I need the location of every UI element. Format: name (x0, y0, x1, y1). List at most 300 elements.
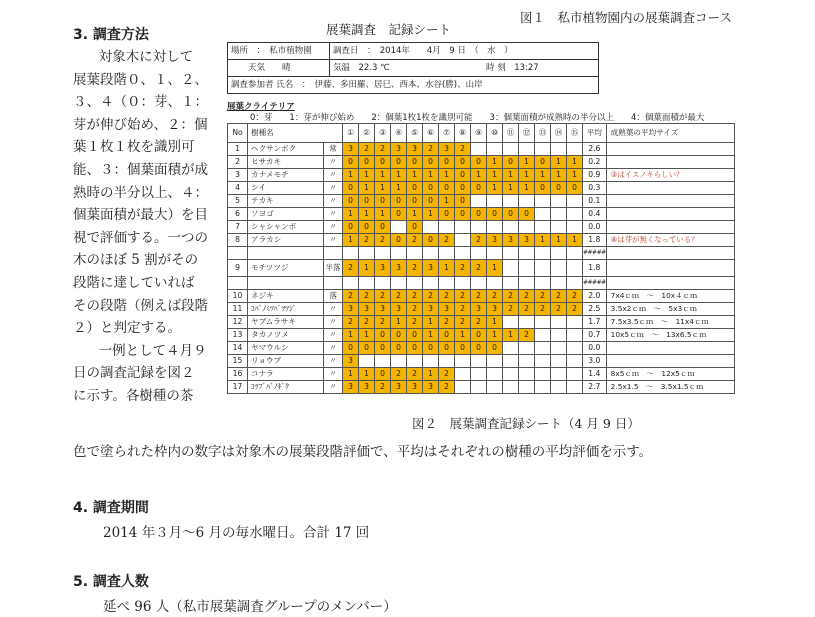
row-size: 7x4ｃｍ ～ 10x４ｃｍ (606, 290, 734, 303)
stage-cell (503, 277, 519, 290)
table-row (228, 208, 735, 221)
stage-cell (375, 247, 391, 260)
stage-cell: 2 (407, 234, 423, 247)
stage-cell: 2 (375, 381, 391, 394)
header-col: ⑦ (439, 124, 455, 143)
row-type: 〃 (324, 182, 343, 195)
row-avg: ##### (583, 277, 607, 290)
header-col: ⑮ (567, 124, 583, 143)
weather-label: 天気 晴 (248, 63, 291, 73)
stage-cell: 0 (535, 156, 551, 169)
stage-cell: 2 (471, 290, 487, 303)
stage-cell: 1 (487, 156, 503, 169)
stage-cell (391, 355, 407, 368)
stage-cell (439, 247, 455, 260)
stage-cell: 1 (359, 182, 375, 195)
table-row (228, 247, 735, 260)
stage-cell (519, 143, 535, 156)
stage-cell (535, 195, 551, 208)
stage-cell: 2 (567, 303, 583, 316)
row-type: 〃 (324, 234, 343, 247)
row-no: 12 (228, 316, 248, 329)
stage-cell: 0 (407, 342, 423, 355)
stage-cell: 3 (407, 381, 423, 394)
stage-cell: 0 (487, 342, 503, 355)
stage-cell (551, 221, 567, 234)
stage-cell: 0 (439, 182, 455, 195)
section3-line: 日の調査記録を図２ (73, 365, 195, 382)
row-species: ヒサカキ (248, 156, 324, 169)
row-type (324, 277, 343, 290)
row-size: 10x5ｃｍ ～ 13x6.5ｃｍ (606, 329, 734, 342)
stage-cell (519, 342, 535, 355)
stage-cell: 2 (455, 143, 471, 156)
row-size (606, 195, 734, 208)
stage-cell: 3 (343, 355, 359, 368)
header-col: ⑭ (551, 124, 567, 143)
section4-text: 2014 年３月～6 月の毎水曜日。合計 17 回 (103, 525, 370, 541)
stage-cell: 1 (519, 169, 535, 182)
header-col: ③ (375, 124, 391, 143)
stage-cell (375, 355, 391, 368)
stage-cell (391, 247, 407, 260)
stage-cell (487, 368, 503, 381)
stage-cell (551, 195, 567, 208)
stage-cell (567, 247, 583, 260)
stage-cell: 3 (423, 381, 439, 394)
stage-cell: 0 (359, 342, 375, 355)
figure1-caption: 図１ 私市植物園内の展葉調査コース (520, 10, 732, 25)
stage-cell (567, 277, 583, 290)
stage-cell: 0 (343, 221, 359, 234)
stage-cell: 2 (423, 143, 439, 156)
stage-cell: 2 (343, 290, 359, 303)
header-col: ② (359, 124, 375, 143)
stage-cell: 2 (375, 234, 391, 247)
stage-cell: 3 (423, 303, 439, 316)
row-species: ｺﾂﾌﾞﾊﾞﾉｷﾞｸ (248, 381, 324, 394)
stage-cell: 2 (423, 290, 439, 303)
stage-cell: 0 (375, 221, 391, 234)
stage-cell: 2 (359, 234, 375, 247)
stage-cell: 2 (503, 290, 519, 303)
row-no: 3 (228, 169, 248, 182)
stage-cell: 1 (375, 208, 391, 221)
stage-cell: 0 (471, 208, 487, 221)
stage-cell: 2 (439, 290, 455, 303)
stage-cell: 3 (439, 143, 455, 156)
row-type: 〃 (324, 221, 343, 234)
section3-heading: 3. 調査方法 (73, 27, 149, 43)
stage-cell (535, 221, 551, 234)
stage-cell: 1 (375, 169, 391, 182)
stage-cell: 0 (391, 195, 407, 208)
stage-cell: 1 (487, 260, 503, 277)
stage-cell (455, 368, 471, 381)
table-row (228, 195, 735, 208)
stage-cell (487, 221, 503, 234)
stage-cell: 2 (439, 234, 455, 247)
criteria-title: 展葉クライテリア (227, 102, 295, 112)
members-label: 調査参加者 氏名 ： 伊藤、多田羅、居巳、西本、水谷(勝)、山岸 (231, 80, 483, 90)
stage-cell (567, 260, 583, 277)
stage-cell: 1 (359, 260, 375, 277)
row-note: ⑧は芽が無くなっている？ (606, 234, 734, 247)
stage-cell: 2 (407, 260, 423, 277)
stage-cell: 2 (391, 290, 407, 303)
stage-cell: 2 (343, 260, 359, 277)
stage-cell: 1 (439, 260, 455, 277)
section3-line: に示す。各樹種の茶 (73, 387, 194, 404)
stage-cell: 1 (535, 234, 551, 247)
stage-cell: 3 (359, 381, 375, 394)
stage-cell: 3 (423, 260, 439, 277)
row-no: 14 (228, 342, 248, 355)
row-size (606, 143, 734, 156)
section3-body (73, 46, 221, 408)
stage-cell (551, 355, 567, 368)
row-no (228, 277, 248, 290)
stage-cell (503, 247, 519, 260)
row-no: 11 (228, 303, 248, 316)
stage-cell: 2 (359, 143, 375, 156)
stage-cell: 2 (359, 316, 375, 329)
row-no: 16 (228, 368, 248, 381)
row-avg: 0.4 (583, 208, 607, 221)
stage-cell: 0 (567, 182, 583, 195)
row-size: 2.5x1.5 ～ 3.5x1.5ｃｍ (606, 381, 734, 394)
row-species: リョウブ (248, 355, 324, 368)
stage-cell (487, 381, 503, 394)
stage-cell: 2 (439, 381, 455, 394)
row-size (606, 247, 734, 260)
stage-cell (551, 247, 567, 260)
stage-cell: 2 (471, 234, 487, 247)
stage-cell: 0 (343, 156, 359, 169)
stage-cell (439, 221, 455, 234)
stage-cell: 2 (407, 316, 423, 329)
stage-cell (471, 277, 487, 290)
stage-cell: 0 (407, 182, 423, 195)
row-no: 9 (228, 260, 248, 277)
table-row (228, 221, 735, 234)
stage-cell (535, 277, 551, 290)
stage-cell: 1 (343, 208, 359, 221)
stage-cell: 3 (343, 303, 359, 316)
stage-cell: 3 (391, 381, 407, 394)
section3-line: 熟時の半分以上、４： (73, 184, 208, 201)
stage-cell: 0 (503, 208, 519, 221)
stage-cell: 1 (439, 195, 455, 208)
row-avg: 1.7 (583, 316, 607, 329)
criteria-text: 0：芽 1：芽が伸び始め 2：個葉1枚1枚を識別可能 3：個葉面積が成熟時の半分以上 4：個葉面積が最大 (250, 113, 705, 123)
stage-cell: 1 (519, 156, 535, 169)
row-no: 4 (228, 182, 248, 195)
stage-cell (487, 143, 503, 156)
date-label: 調査日 ： 2014年 4月 9 日 （ 水 ） (329, 43, 513, 59)
stage-cell: 0 (471, 182, 487, 195)
stage-cell: 0 (423, 195, 439, 208)
stage-cell: 1 (423, 368, 439, 381)
figure2-caption: 図２ 展葉調査記録シート（4 月 9 日） (412, 416, 640, 431)
stage-cell: 0 (375, 368, 391, 381)
stage-cell: 0 (471, 329, 487, 342)
stage-cell: 0 (375, 156, 391, 169)
stage-cell (471, 221, 487, 234)
stage-cell: 3 (375, 303, 391, 316)
stage-cell: 1 (439, 169, 455, 182)
row-species: カナメモチ (248, 169, 324, 182)
stage-cell: 3 (391, 143, 407, 156)
stage-cell (567, 195, 583, 208)
row-no: 13 (228, 329, 248, 342)
row-no: 17 (228, 381, 248, 394)
stage-cell: 0 (423, 182, 439, 195)
stage-cell (503, 195, 519, 208)
stage-cell (471, 381, 487, 394)
stage-cell (471, 195, 487, 208)
stage-cell: 1 (471, 169, 487, 182)
stage-cell (455, 221, 471, 234)
stage-cell (567, 221, 583, 234)
row-size (606, 277, 734, 290)
stage-cell (503, 342, 519, 355)
stage-cell: 0 (375, 329, 391, 342)
stage-cell: 0 (519, 208, 535, 221)
section3-line: その段階（例えば段階 (73, 297, 208, 314)
stage-cell: 0 (375, 195, 391, 208)
place-label: 場所 ： 私市植物園 (231, 46, 312, 56)
stage-cell: 1 (455, 329, 471, 342)
stage-cell: 3 (439, 303, 455, 316)
header-name: 樹種名 (248, 124, 343, 143)
row-type: 〃 (324, 195, 343, 208)
stage-cell: 1 (567, 169, 583, 182)
header-col: ⑥ (423, 124, 439, 143)
section5-text: 延べ 96 人（私市展葉調査グループのメンバー） (103, 599, 397, 615)
stage-cell (519, 316, 535, 329)
stage-cell (455, 234, 471, 247)
stage-cell: 0 (407, 156, 423, 169)
stage-cell: 2 (455, 260, 471, 277)
stage-cell: 1 (551, 169, 567, 182)
stage-cell: 0 (407, 195, 423, 208)
header-col: ⑧ (455, 124, 471, 143)
row-no: 1 (228, 143, 248, 156)
stage-cell: 2 (407, 368, 423, 381)
stage-cell (551, 277, 567, 290)
stage-cell: 3 (375, 260, 391, 277)
table-row (228, 290, 735, 303)
row-type: 〃 (324, 208, 343, 221)
row-type: 半落 (324, 260, 343, 277)
stage-cell (551, 342, 567, 355)
stage-cell: 0 (535, 182, 551, 195)
stage-cell: 1 (343, 329, 359, 342)
stage-cell (359, 355, 375, 368)
stage-cell (359, 277, 375, 290)
stage-cell (359, 247, 375, 260)
header-col: ⑨ (471, 124, 487, 143)
stage-cell: 2 (359, 290, 375, 303)
stage-cell (567, 143, 583, 156)
row-type: 〃 (324, 342, 343, 355)
table-row (228, 277, 735, 290)
stage-cell (343, 247, 359, 260)
stage-cell: 0 (391, 156, 407, 169)
row-note: ③はイスノキらしい？ (606, 169, 734, 182)
stage-cell (423, 355, 439, 368)
row-no: 2 (228, 156, 248, 169)
stage-cell: 2 (567, 290, 583, 303)
stage-cell (391, 277, 407, 290)
stage-cell: 1 (391, 182, 407, 195)
row-avg: 0.0 (583, 221, 607, 234)
stage-cell: 0 (503, 156, 519, 169)
stage-cell: 0 (343, 182, 359, 195)
stage-cell: 1 (487, 329, 503, 342)
stage-cell: 2 (535, 290, 551, 303)
row-type (324, 247, 343, 260)
stage-cell (487, 195, 503, 208)
stage-cell: 0 (407, 221, 423, 234)
section3-line: 一例として４月９ (98, 342, 207, 359)
row-type: 〃 (324, 156, 343, 169)
stage-cell: 1 (503, 329, 519, 342)
header-col: ⑫ (519, 124, 535, 143)
stage-cell: 1 (423, 316, 439, 329)
row-size (606, 260, 734, 277)
stage-cell: 1 (391, 169, 407, 182)
stage-cell (535, 355, 551, 368)
table-row (228, 329, 735, 342)
stage-cell: 2 (471, 316, 487, 329)
stage-cell (519, 247, 535, 260)
table-row (228, 260, 735, 277)
table-row (228, 303, 735, 316)
stage-cell (407, 355, 423, 368)
row-avg: 0.1 (583, 195, 607, 208)
stage-cell: 2 (551, 303, 567, 316)
stage-cell: 1 (487, 169, 503, 182)
stage-cell: 3 (391, 260, 407, 277)
row-species: シイ (248, 182, 324, 195)
stage-cell (535, 260, 551, 277)
stage-cell: 1 (503, 182, 519, 195)
stage-cell: 2 (519, 303, 535, 316)
stage-cell: 0 (439, 156, 455, 169)
stage-cell: 3 (343, 143, 359, 156)
section3-line: 視で評価する。一つの (73, 229, 208, 246)
row-species: ネジキ (248, 290, 324, 303)
stage-cell (471, 368, 487, 381)
stage-cell (391, 221, 407, 234)
stage-cell: 1 (359, 208, 375, 221)
section5-heading: 5. 調査人数 (73, 574, 149, 590)
stage-cell (567, 355, 583, 368)
stage-cell: 1 (535, 169, 551, 182)
stage-cell (471, 143, 487, 156)
section3-line: ２）と判定する。 (73, 320, 181, 337)
row-avg: 3.0 (583, 355, 607, 368)
row-type: 〃 (324, 368, 343, 381)
row-size (606, 182, 734, 195)
stage-cell: 2 (343, 316, 359, 329)
stage-cell: 2 (455, 290, 471, 303)
stage-cell: 0 (455, 342, 471, 355)
row-avg: 0.2 (583, 156, 607, 169)
stage-cell: 1 (343, 234, 359, 247)
stage-cell: 1 (567, 234, 583, 247)
stage-cell: 2 (535, 303, 551, 316)
stage-cell: 0 (439, 208, 455, 221)
row-avg: ##### (583, 247, 607, 260)
stage-cell: 2 (455, 316, 471, 329)
stage-cell (455, 247, 471, 260)
table-row (228, 156, 735, 169)
stage-cell: 0 (455, 169, 471, 182)
stage-cell: 2 (375, 290, 391, 303)
stage-cell: 1 (519, 182, 535, 195)
stage-cell (439, 355, 455, 368)
stage-cell: 2 (407, 303, 423, 316)
sheet-title: 展葉調査 記録シート (326, 22, 452, 37)
stage-cell: 3 (391, 303, 407, 316)
stage-cell: 2 (407, 290, 423, 303)
stage-cell: 0 (423, 156, 439, 169)
row-no: 7 (228, 221, 248, 234)
stage-cell: 0 (391, 329, 407, 342)
stage-cell (567, 316, 583, 329)
stage-cell: 1 (343, 368, 359, 381)
stage-cell: 2 (375, 143, 391, 156)
stage-cell: 0 (471, 342, 487, 355)
stage-cell: 1 (407, 208, 423, 221)
stage-cell: 1 (423, 169, 439, 182)
stage-cell (487, 355, 503, 368)
stage-cell: 0 (423, 342, 439, 355)
stage-cell: 0 (471, 156, 487, 169)
row-avg: 1.8 (583, 260, 607, 277)
row-species: シャシャンボ (248, 221, 324, 234)
table-row (228, 316, 735, 329)
row-type: 〃 (324, 329, 343, 342)
stage-cell (503, 368, 519, 381)
stage-cell (551, 381, 567, 394)
stage-cell: 1 (503, 169, 519, 182)
row-size (606, 342, 734, 355)
row-no: 15 (228, 355, 248, 368)
row-avg: 2.6 (583, 143, 607, 156)
stage-cell: 1 (359, 368, 375, 381)
stage-cell: 0 (359, 221, 375, 234)
row-size: 7.5x3.5ｃｍ ～ 11x4ｃｍ (606, 316, 734, 329)
stage-cell (567, 342, 583, 355)
row-type: 〃 (324, 303, 343, 316)
stage-cell (503, 355, 519, 368)
stage-cell (471, 247, 487, 260)
row-size: 3.5x2ｃｍ ～ 5x3ｃｍ (606, 303, 734, 316)
row-type: 〃 (324, 169, 343, 182)
stage-cell: 0 (455, 182, 471, 195)
section3-line: ３、４（０：芽、１： (73, 94, 208, 111)
stage-cell (503, 381, 519, 394)
table-row (228, 143, 735, 156)
table-row (228, 182, 735, 195)
stage-cell: 1 (551, 234, 567, 247)
stage-cell (503, 260, 519, 277)
table-row (228, 169, 735, 182)
